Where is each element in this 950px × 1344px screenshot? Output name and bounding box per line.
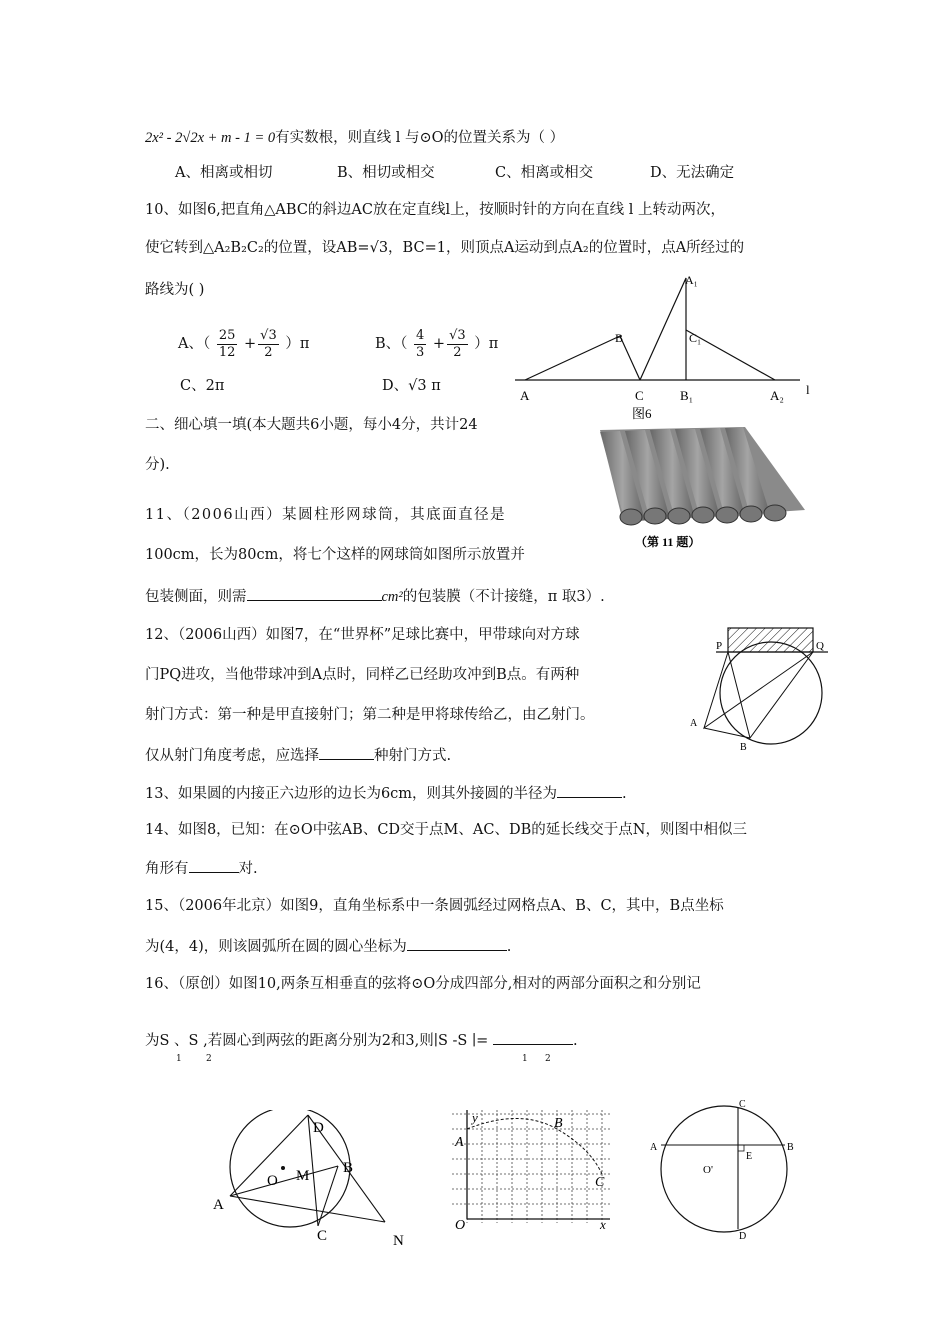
- q12-line2: 门PQ进攻，当他带球冲到A点时，同样乙已经助攻冲到B点。有两种: [145, 667, 580, 683]
- q10-opt-a-num: 25: [218, 327, 236, 343]
- q10-opt-a-frac2: [258, 328, 279, 361]
- figure-10: [640, 1095, 800, 1240]
- q15-line2-pre: 为(4，4)，则该圆弧所在圆的圆心坐标为: [145, 939, 407, 955]
- fig9-arc: [467, 1119, 602, 1175]
- q16-subscript-1a: 1: [176, 1054, 182, 1064]
- q12-line1: 12、（2006山西）如图7，在“世界杯”足球比赛中，甲带球向对方球: [145, 627, 580, 643]
- fig9-label-y: y: [472, 1110, 478, 1125]
- fig7-label-a: A: [690, 718, 698, 729]
- q10-option-d: D、√3 π: [382, 378, 441, 394]
- fig6-label-a1: A₁: [685, 273, 698, 287]
- q16-answer-blank[interactable]: [493, 1030, 573, 1045]
- q10-opt-b-den: 3: [416, 344, 425, 360]
- fig10-label-o: O': [703, 1164, 713, 1176]
- q14-line2-post: 对.: [238, 861, 258, 877]
- q13-answer-blank[interactable]: [557, 783, 622, 798]
- fig8-label-b: B: [343, 1160, 354, 1176]
- fig6-triangle-a1b1c1: [640, 278, 686, 380]
- q9-text: 有实数根，则直线 l 与⊙O的位置关系为（ ）: [275, 130, 565, 146]
- fig10-label-c: C: [739, 1099, 746, 1110]
- q10-option-c: C、2π: [180, 378, 225, 394]
- q16-subscript-2b: 2: [545, 1054, 551, 1064]
- q12-line4-post: 种射门方式.: [374, 748, 452, 764]
- fig8-label-c: C: [317, 1228, 328, 1244]
- q9-equation-line: [145, 128, 564, 148]
- q13-text: 13、如果圆的内接正六边形的边长为6cm，则其外接圆的半径为: [145, 786, 558, 802]
- fig8-chord-ab: [230, 1166, 338, 1196]
- fig8-label-o: O: [267, 1173, 278, 1189]
- q15-answer-blank[interactable]: [407, 936, 507, 951]
- q16-line1: 16、（原创）如图10,两条互相垂直的弦将⊙O分成四部分,相对的两部分面积之和分别记: [145, 976, 701, 992]
- q16-line2-end: .: [572, 1033, 578, 1049]
- q11-line2: 100cm，长为80cm，将七个这样的网球筒如图所示放置并: [145, 547, 525, 563]
- q11-line3-pre: 包装侧面，则需: [145, 589, 247, 605]
- q10-line1: 10、如图6,把直角△ABC的斜边AC放在定直线l上，按顺时针的方向在直线 l 上转动两次，: [145, 202, 725, 218]
- fig10-label-b: B: [787, 1142, 794, 1153]
- q10-opt-a-suffix: ）π: [285, 336, 310, 352]
- q10-opt-a-den: 12: [218, 344, 236, 360]
- section2-title-line2: 分).: [145, 457, 170, 473]
- q10-option-b: B、（ $\frac{4}{3}$ + $\frac{√3}{2}$ ）π: [375, 327, 499, 360]
- figure-8: [205, 1110, 420, 1255]
- fig6-label-b: B: [615, 331, 624, 345]
- fig8-circle: [230, 1110, 350, 1227]
- q11-line1: 11、（2006山西）某圆柱形网球筒，其底面直径是: [145, 507, 507, 523]
- q11-line3: [145, 586, 605, 607]
- fig6-label-c: C: [635, 388, 644, 403]
- figure-11: [595, 422, 810, 554]
- fig9-label-x: x: [600, 1217, 606, 1232]
- fig8-label-d: D: [313, 1120, 324, 1136]
- figure-6: [510, 270, 820, 430]
- q10-opt-b-frac1: [414, 328, 426, 361]
- q16-subscript-2a: 2: [206, 1054, 212, 1064]
- q10-opt-a-frac1: [217, 328, 238, 361]
- q10-opt-b-den2: 2: [453, 344, 462, 360]
- fig8-label-a: A: [213, 1197, 224, 1213]
- fig6-label-l: l: [806, 382, 810, 397]
- q14-line2-pre: 角形有: [145, 861, 189, 877]
- q12-line4: [145, 745, 451, 766]
- section2-title-line1: 二、细心填一填(本大题共6小题，每小4分，共计24: [145, 417, 478, 433]
- q15-line2: [145, 936, 511, 957]
- fig6-label-a: A: [520, 388, 530, 403]
- q11-answer-blank[interactable]: [247, 586, 382, 601]
- fig9-label-b: B: [554, 1116, 563, 1131]
- q12-line4-pre: 仅从射门角度考虑，应选择: [145, 748, 319, 764]
- fig8-line-acn: [230, 1196, 385, 1222]
- fig6-label-a2: A₂: [770, 388, 784, 403]
- fig10-circle: [661, 1106, 787, 1232]
- q12-answer-blank[interactable]: [319, 745, 374, 760]
- fig7-goal-hatched: [728, 628, 813, 652]
- fig6-label-b1: B₁: [680, 388, 694, 403]
- fig7-label-b: B: [740, 742, 747, 753]
- q13-line: [145, 783, 627, 804]
- figure-7: [688, 620, 838, 755]
- fig10-label-a: A: [650, 1142, 658, 1153]
- fig9-label-a: A: [455, 1135, 464, 1150]
- fig6-caption: 图6: [632, 406, 652, 421]
- q10-opt-a-den2: 2: [264, 344, 273, 360]
- q9-equation: 2x² - 2√2x + m - 1 = 0: [145, 130, 276, 146]
- fig8-segment-cb: [318, 1166, 338, 1226]
- q10-opt-b-prefix: B、（: [375, 336, 408, 352]
- q11-line3-post: 的包装膜（不计接缝，π 取3）.: [402, 589, 605, 605]
- fig9-label-o: O: [455, 1218, 466, 1233]
- fig10-label-e: E: [746, 1151, 753, 1162]
- q11-unit: cm²: [381, 589, 403, 605]
- q9-option-c: C、相离或相交: [495, 165, 594, 181]
- q14-answer-blank[interactable]: [189, 858, 239, 873]
- fig9-grid: [452, 1110, 610, 1223]
- fig7-label-p: P: [716, 640, 723, 652]
- fig9-label-c: C: [595, 1175, 605, 1190]
- q10-line2: 使它转到△A₂B₂C₂的位置，设AB=√3，BC=1，则顶点A运动到点A₂的位置时，点A所经过的: [145, 240, 745, 256]
- fig8-center-dot: [281, 1166, 285, 1170]
- q16-line2: [145, 1030, 578, 1051]
- fig8-label-m: M: [296, 1168, 310, 1184]
- q15-line1: 15、（2006年北京）如图9，直角坐标系中一条圆弧经过网格点A、B、C，其中，B点坐标: [145, 898, 724, 914]
- q10-opt-a-sqrt: √3: [260, 327, 277, 343]
- q16-line2-text: 为S 、S ,若圆心到两弦的距离分别为2和3,则∣S -S ∣=: [145, 1033, 493, 1049]
- fig7-circle: [720, 642, 822, 744]
- fig10-right-angle: [738, 1145, 744, 1151]
- q16-subscript-1b: 1: [522, 1054, 528, 1064]
- q10-opt-a-prefix: A、（: [178, 336, 211, 352]
- q10-option-a: A、（ $\frac{25}{12}$ + $\frac{√3}{2}$ ）π: [178, 327, 310, 360]
- q10-opt-b-suffix: ）π: [474, 336, 499, 352]
- fig8-label-n: N: [393, 1233, 404, 1249]
- fig10-label-d: D: [739, 1231, 747, 1240]
- q9-option-a: A、相离或相切: [175, 165, 273, 181]
- q9-option-d: D、无法确定: [650, 165, 735, 181]
- q14-line2: [145, 858, 258, 879]
- q9-option-b: B、相切或相交: [337, 165, 435, 181]
- q10-opt-b-num: 4: [416, 327, 425, 343]
- fig6-label-c1: C₁: [689, 331, 702, 345]
- q13-end: .: [622, 786, 627, 802]
- q10-line3: 路线为( ): [145, 282, 205, 298]
- q10-opt-b-sqrt: √3: [449, 327, 466, 343]
- fig7-segment-ab: [704, 728, 750, 738]
- fig7-label-q: Q: [816, 640, 824, 652]
- fig7-angle-b: [728, 652, 813, 738]
- q15-line2-post: .: [506, 939, 512, 955]
- fig11-caption: （第 11 题）: [635, 535, 701, 549]
- q10-opt-b-frac2: [447, 328, 468, 361]
- q14-line1: 14、如图8，已知：在⊙O中弦AB、CD交于点M、AC、DB的延长线交于点N，则图中相似三: [145, 822, 747, 838]
- q12-line3: 射门方式：第一种是甲直接射门；第二种是甲将球传给乙，由乙射门。: [145, 707, 595, 723]
- figure-9: [450, 1108, 620, 1233]
